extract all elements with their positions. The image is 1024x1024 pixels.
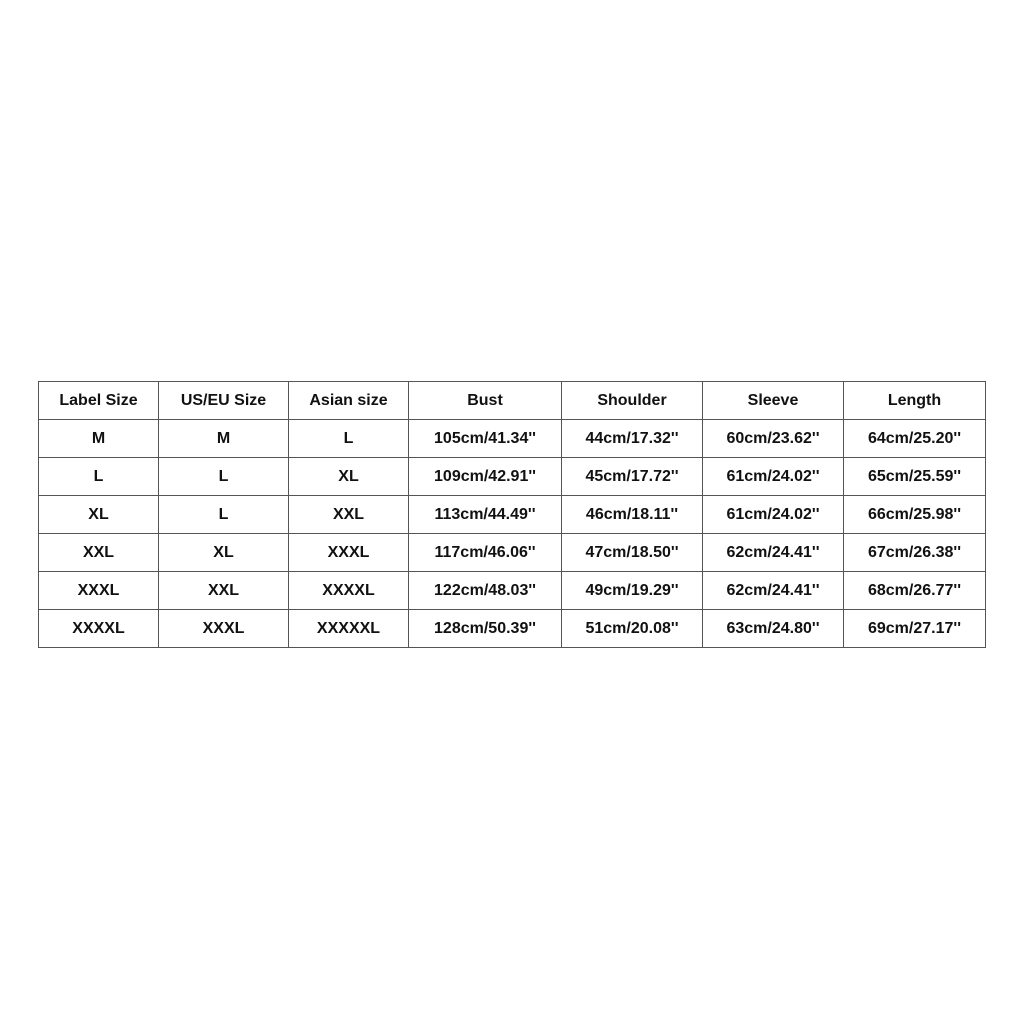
cell-label-size: XXXL bbox=[39, 572, 159, 610]
cell-asian-size: XXXL bbox=[289, 534, 409, 572]
cell-asian-size: XXXXXL bbox=[289, 610, 409, 648]
cell-us-eu-size: XXXL bbox=[159, 610, 289, 648]
table-row bbox=[39, 534, 986, 572]
column-header-label-size: Label Size bbox=[39, 382, 159, 420]
cell-bust: 117cm/46.06'' bbox=[409, 534, 562, 572]
table-row bbox=[39, 610, 986, 648]
cell-asian-size: XXL bbox=[289, 496, 409, 534]
cell-label-size: XXXXL bbox=[39, 610, 159, 648]
cell-sleeve: 61cm/24.02'' bbox=[703, 458, 844, 496]
cell-shoulder: 49cm/19.29'' bbox=[562, 572, 703, 610]
column-header-sleeve: Sleeve bbox=[703, 382, 844, 420]
cell-us-eu-size: M bbox=[159, 420, 289, 458]
cell-asian-size: XL bbox=[289, 458, 409, 496]
cell-asian-size: XXXXL bbox=[289, 572, 409, 610]
cell-sleeve: 62cm/24.41'' bbox=[703, 572, 844, 610]
cell-us-eu-size: XXL bbox=[159, 572, 289, 610]
table-row bbox=[39, 496, 986, 534]
cell-label-size: XXL bbox=[39, 534, 159, 572]
cell-shoulder: 47cm/18.50'' bbox=[562, 534, 703, 572]
cell-shoulder: 45cm/17.72'' bbox=[562, 458, 703, 496]
column-header-shoulder: Shoulder bbox=[562, 382, 703, 420]
cell-length: 66cm/25.98'' bbox=[844, 496, 986, 534]
cell-shoulder: 44cm/17.32'' bbox=[562, 420, 703, 458]
cell-label-size: L bbox=[39, 458, 159, 496]
table-header-row bbox=[39, 382, 986, 420]
cell-us-eu-size: L bbox=[159, 496, 289, 534]
cell-length: 68cm/26.77'' bbox=[844, 572, 986, 610]
table-row bbox=[39, 420, 986, 458]
size-chart-table bbox=[38, 381, 986, 648]
cell-bust: 122cm/48.03'' bbox=[409, 572, 562, 610]
cell-asian-size: L bbox=[289, 420, 409, 458]
cell-length: 65cm/25.59'' bbox=[844, 458, 986, 496]
cell-us-eu-size: L bbox=[159, 458, 289, 496]
cell-shoulder: 46cm/18.11'' bbox=[562, 496, 703, 534]
cell-length: 69cm/27.17'' bbox=[844, 610, 986, 648]
cell-sleeve: 62cm/24.41'' bbox=[703, 534, 844, 572]
cell-sleeve: 60cm/23.62'' bbox=[703, 420, 844, 458]
cell-length: 64cm/25.20'' bbox=[844, 420, 986, 458]
table-row bbox=[39, 572, 986, 610]
cell-sleeve: 63cm/24.80'' bbox=[703, 610, 844, 648]
column-header-us-eu-size: US/EU Size bbox=[159, 382, 289, 420]
column-header-bust: Bust bbox=[409, 382, 562, 420]
cell-label-size: XL bbox=[39, 496, 159, 534]
cell-bust: 105cm/41.34'' bbox=[409, 420, 562, 458]
cell-bust: 128cm/50.39'' bbox=[409, 610, 562, 648]
column-header-length: Length bbox=[844, 382, 986, 420]
cell-sleeve: 61cm/24.02'' bbox=[703, 496, 844, 534]
cell-bust: 109cm/42.91'' bbox=[409, 458, 562, 496]
cell-length: 67cm/26.38'' bbox=[844, 534, 986, 572]
cell-bust: 113cm/44.49'' bbox=[409, 496, 562, 534]
cell-us-eu-size: XL bbox=[159, 534, 289, 572]
table-row bbox=[39, 458, 986, 496]
column-header-asian-size: Asian size bbox=[289, 382, 409, 420]
cell-shoulder: 51cm/20.08'' bbox=[562, 610, 703, 648]
cell-label-size: M bbox=[39, 420, 159, 458]
